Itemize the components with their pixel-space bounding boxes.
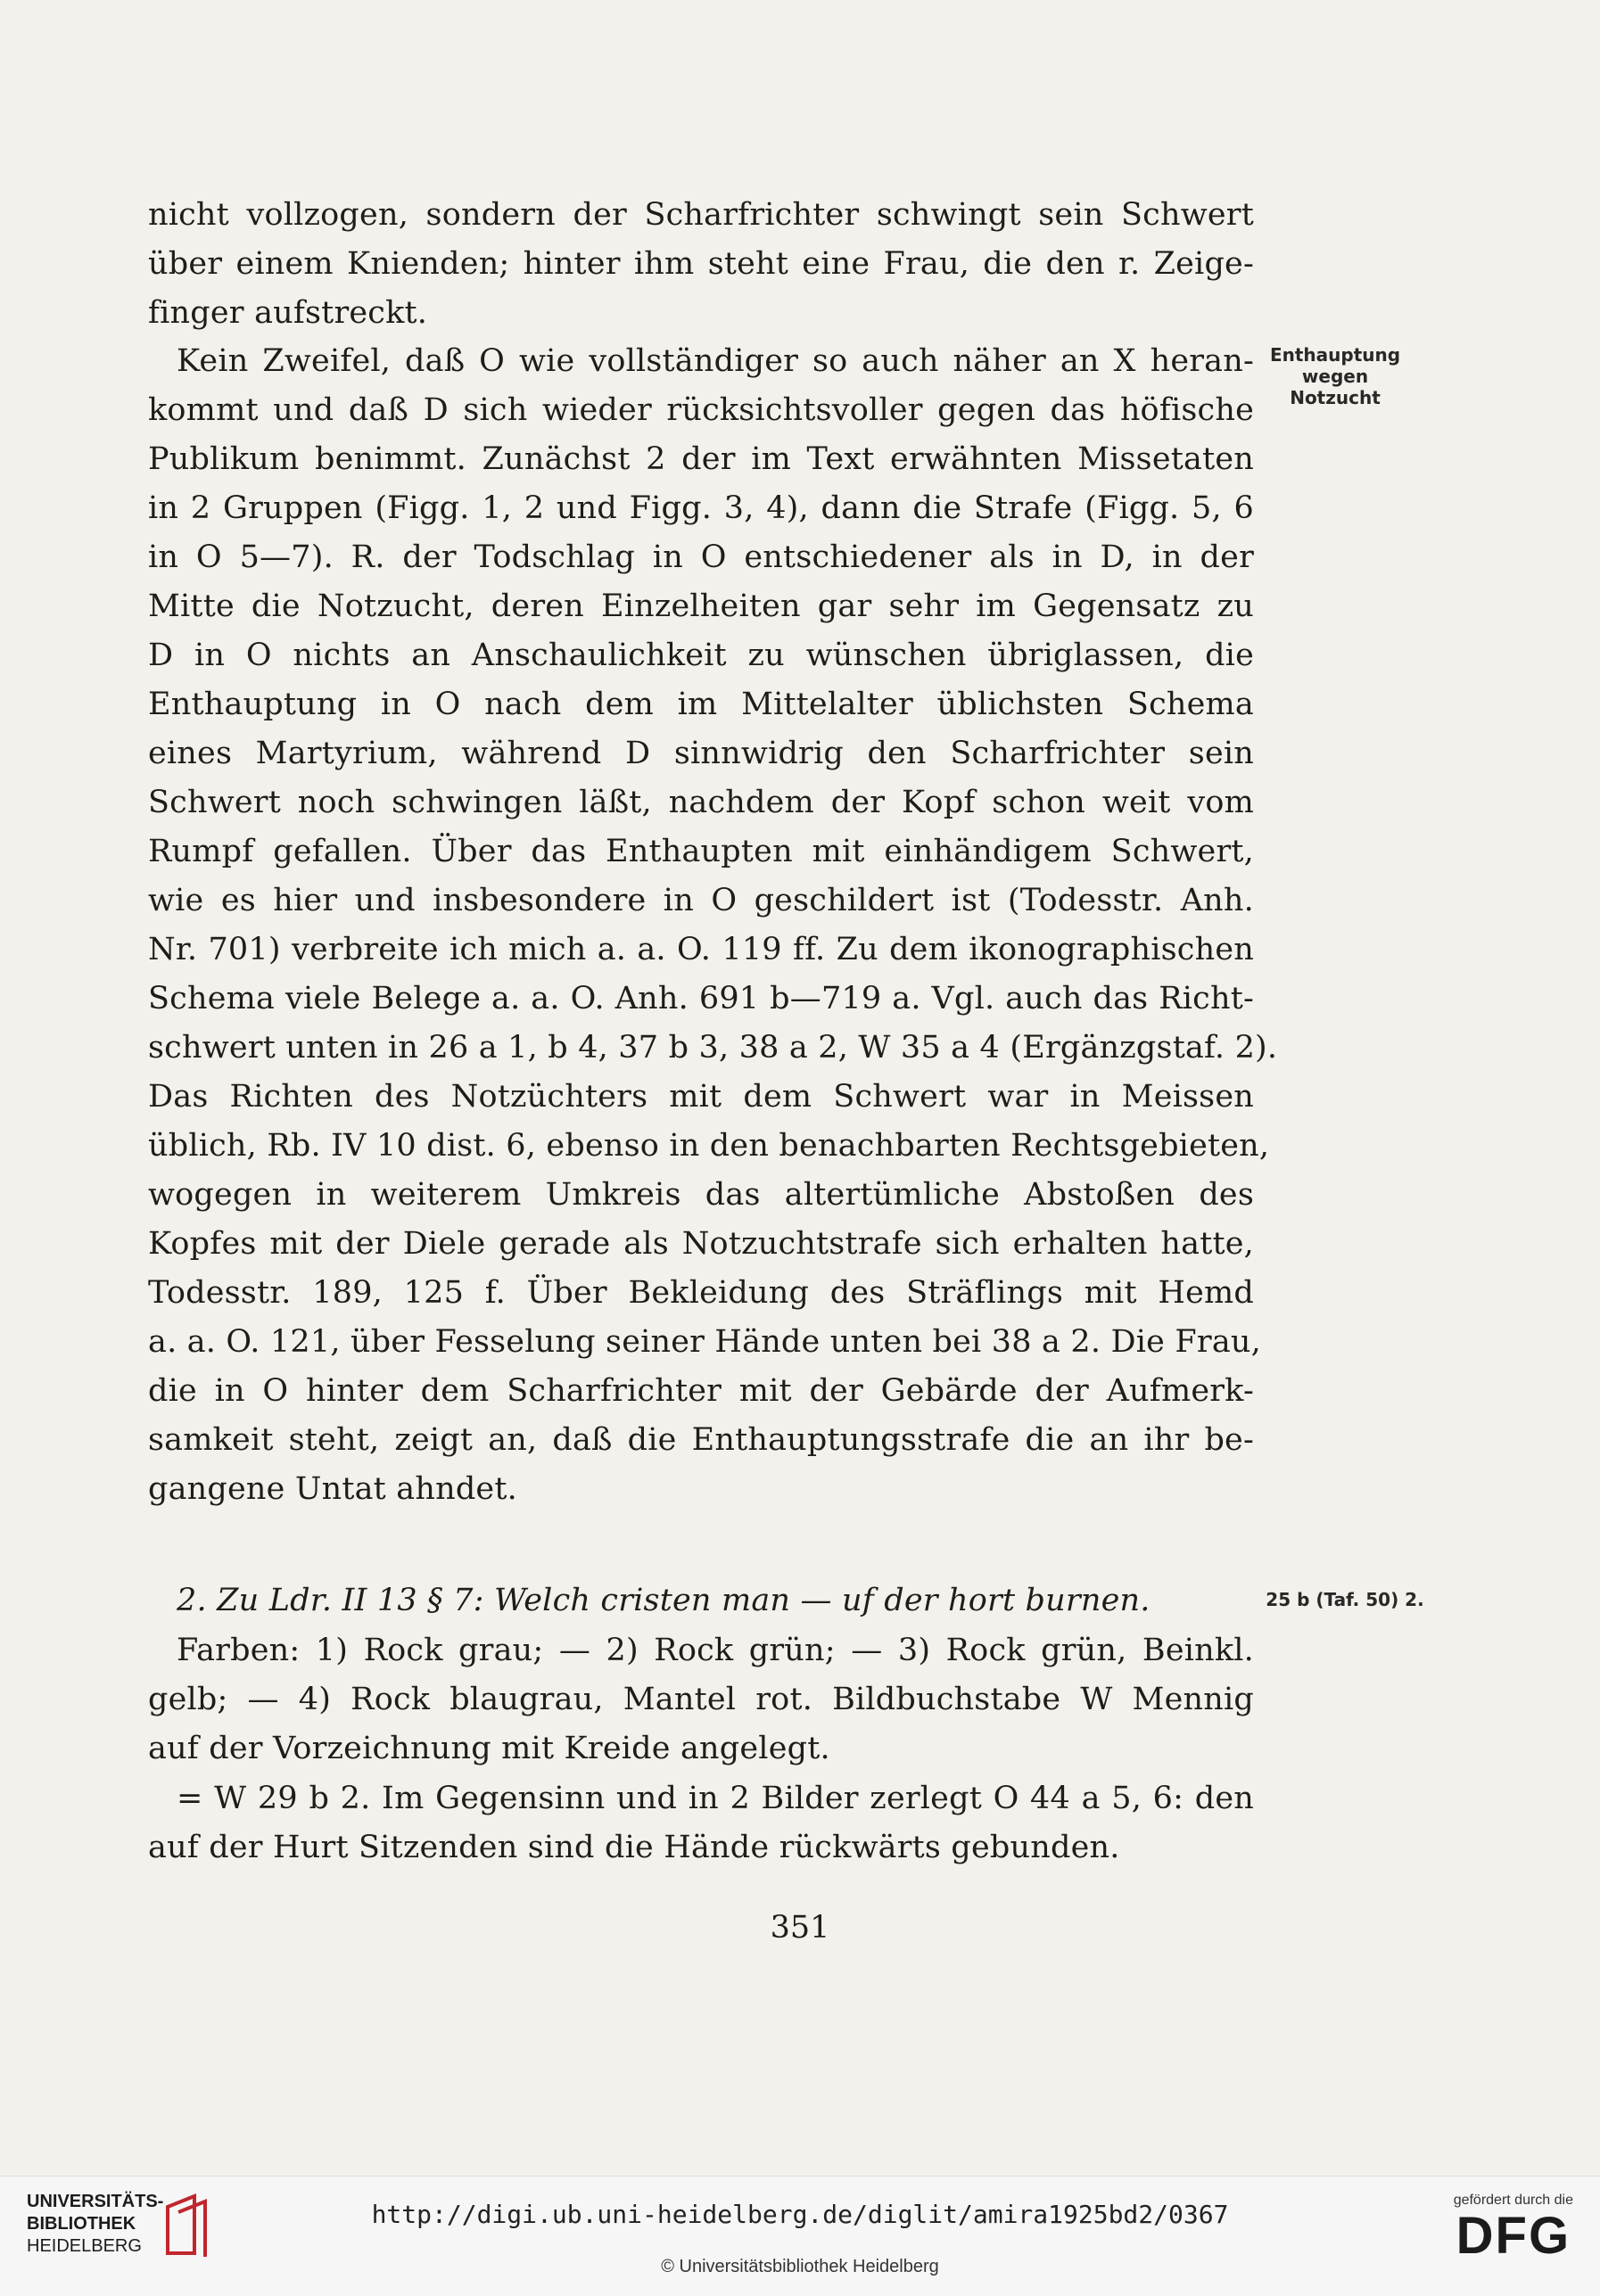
text-line: samkeit steht, zeigt an, daß die Enthauptungsstrafe die an ihr be- <box>148 1422 1254 1458</box>
permalink-url[interactable]: http://digi.ub.uni-heidelberg.de/diglit/amira1925bd2/0367 <box>371 2200 1229 2229</box>
text-line: a. a. O. 121, über Fesselung seiner Hände unten bei 38 a 2. Die Frau, <box>148 1324 1261 1360</box>
dfg-wordmark: DFG <box>1456 2207 1571 2265</box>
library-name-line: BIBLIOTHEK <box>27 2214 136 2234</box>
margin-note-line: wegen <box>1301 366 1369 387</box>
page-number: 351 <box>770 1910 830 1946</box>
text-line: in O 5—7). R. der Todschlag in O entschiedener als in D, in der <box>148 539 1254 575</box>
text-line: finger aufstreckt. <box>148 295 428 331</box>
text-line: gelb; — 4) Rock blaugrau, Mantel rot. Bildbuchstabe W Mennig <box>148 1682 1254 1717</box>
text-line: Nr. 701) verbreite ich mich a. a. O. 119 ff. Zu dem ikonographischen <box>148 932 1254 967</box>
text-line: Rumpf gefallen. Über das Enthaupten mit einhändigem Schwert, <box>148 834 1254 869</box>
text-line: kommt und daß D sich wieder rücksichtsvoller gegen das höfische <box>148 392 1254 428</box>
text-line: Mitte die Notzucht, deren Einzelheiten gar sehr im Gegensatz zu <box>148 588 1254 624</box>
text-line: eines Martyrium, während D sinnwidrig den Scharfrichter sein <box>148 736 1254 771</box>
text-line: über einem Knienden; hinter ihm steht eine Frau, die den r. Zeige- <box>148 246 1254 282</box>
text-line: Farben: 1) Rock grau; — 2) Rock grün; — 3) Rock grün, Beinkl. <box>177 1633 1254 1668</box>
dfg-logo[interactable] <box>1454 2193 1573 2264</box>
library-name-line: HEIDELBERG <box>27 2236 142 2256</box>
text-line: Schema viele Belege a. a. O. Anh. 691 b—719 a. Vgl. auch das Richt- <box>148 981 1254 1016</box>
text-line: Publikum benimmt. Zunächst 2 der im Text erwähnten Missetaten <box>148 441 1254 477</box>
text-line: auf der Hurt Sitzenden sind die Hände rückwärts gebunden. <box>148 1830 1120 1865</box>
text-line: Schwert noch schwingen läßt, nachdem der Kopf schon weit vom <box>148 785 1254 820</box>
text-line: Kopfes mit der Diele gerade als Notzuchtstrafe sich erhalten hatte, <box>148 1226 1254 1262</box>
text-line: D in O nichts an Anschaulichkeit zu wünschen übriglassen, die <box>148 638 1254 673</box>
text-line: Enthauptung in O nach dem im Mittelalter üblichsten Schema <box>148 687 1254 722</box>
text-line: Todesstr. 189, 125 f. Über Bekleidung des Sträflings mit Hemd <box>148 1275 1254 1311</box>
text-line: = W 29 b 2. Im Gegensinn und in 2 Bilder zerlegt O 44 a 5, 6: den <box>177 1781 1254 1816</box>
margin-note-figure-ref: 25 b (Taf. 50) 2. <box>1266 1589 1424 1610</box>
paragraph-2 <box>148 337 1278 1514</box>
text-line: Kein Zweifel, daß O wie vollständiger so auch näher an X heran- <box>177 343 1254 379</box>
margin-note-enthauptung <box>1259 344 1411 408</box>
text-line: nicht vollzogen, sondern der Scharfrichter schwingt sein Schwert <box>148 197 1254 233</box>
text-line: üblich, Rb. IV 10 dist. 6, ebenso in den benachbarten Rechtsgebieten, <box>148 1128 1270 1164</box>
text-line: in 2 Gruppen (Figg. 1, 2 und Figg. 3, 4), dann die Strafe (Figg. 5, 6 <box>148 490 1254 526</box>
margin-note-line: Notzucht <box>1290 387 1381 408</box>
text-line: Das Richten des Notzüchters mit dem Schwert war in Meissen <box>148 1079 1254 1115</box>
library-name-line: UNIVERSITÄTS- <box>27 2192 164 2211</box>
dfg-caption: gefördert durch die <box>1453 2193 1573 2208</box>
text-line: gangene Untat ahndet. <box>148 1471 517 1507</box>
paragraph-1 <box>148 191 1254 338</box>
text-line: schwert unten in 26 a 1, b 4, 37 b 3, 38 a 2, W 35 a 4 (Ergänzgstaf. 2). <box>148 1030 1278 1066</box>
section-heading <box>148 1576 1254 1625</box>
heading-line: 2. Zu Ldr. II 13 § 7: Welch cristen man — uf der hort burnen. <box>177 1583 1151 1618</box>
margin-note-line: Enthauptung <box>1269 344 1401 366</box>
text-line: wogegen in weiterem Umkreis das altertümliche Abstoßen des <box>148 1177 1254 1213</box>
text-line: die in O hinter dem Scharfrichter mit der Gebärde der Aufmerk- <box>148 1373 1254 1409</box>
paragraph-reference <box>148 1774 1254 1872</box>
copyright-notice: © Universitätsbibliothek Heidelberg <box>661 2257 939 2276</box>
viewer-footer <box>0 2176 1600 2296</box>
text-line: wie es hier und insbesondere in O geschildert ist (Todesstr. Anh. <box>148 883 1254 918</box>
text-line: auf der Vorzeichnung mit Kreide angelegt. <box>148 1731 830 1766</box>
paragraph-colors <box>148 1626 1254 1773</box>
